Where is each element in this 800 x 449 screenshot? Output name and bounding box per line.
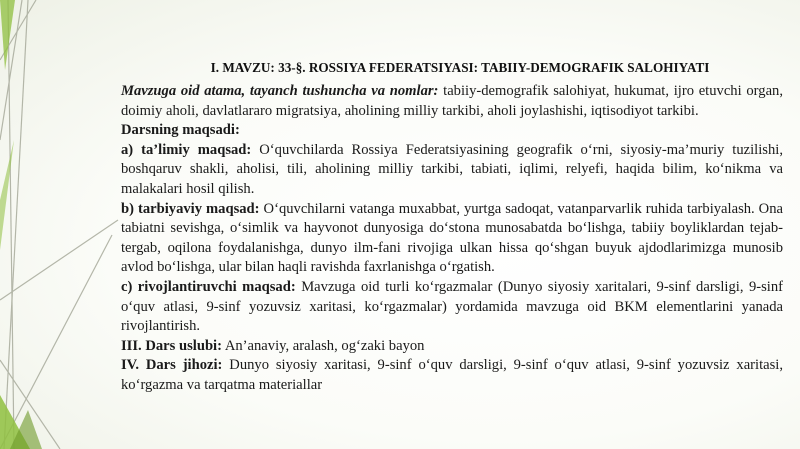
lesson-method [121,337,783,357]
terms-paragraph [121,82,783,121]
goal-educational-label: a) ta’limiy maqsad: [121,141,252,158]
lesson-method-text: An’anaviy, aralash, og‘zaki bayon [221,337,425,354]
lesson-equipment-label: IV. Dars jihozi: [121,357,223,374]
goals-heading: Darsning maqsadi: [121,122,240,139]
lesson-plan-body [121,82,783,396]
goal-educational [121,141,783,200]
terms-text: tabiiy-demografik salohiyat, hukumat, ijro etuvchi organ, doimiy aholi, davlatlararo migratsiya, aholining milliy tarkibi, aholi joylashishi, iqtisodiyot tarkibi. [121,83,783,119]
goal-upbringing-text: O‘quvchilarni vatanga muxabbat, yurtga sadoqat, vatanparvarlik ruhida tarbiyalash. Ona tabiatni sevishga, o‘simlik va hayvonot dunyosiga do‘stona munosabatda bo‘lishga, tabiiy boyliklardan tejab-tergab, oqilona foydalanishga, dunyo ilm-fani rivojiga ulkan hissa qo‘shgan buyuk ajdodlarimizga munosib avlod bo‘lishga, ular bilan haqli ravishda faxrlanishga o‘rgatish. [121,200,783,276]
terms-label: Mavzuga oid atama, tayanch tushuncha va nomlar: [121,83,439,99]
goal-upbringing [121,200,783,278]
decorative-corner-lines [0,0,120,449]
goal-upbringing-label: b) tarbiyaviy maqsad: [121,200,260,217]
goal-developmental-text: Mavzuga oid turli ko‘rgazmalar (Dunyo siyosiy xaritalari, 9-sinf darsligi, 9-sinf o‘quv atlasi, 9-sinf yozuvsiz xaritasi, ko‘rgazmalar) yordamida mavzuga oid BKM elementlarini yanada rivojlantirish. [121,278,783,335]
lesson-equipment [121,356,783,395]
goal-developmental-label: c) rivojlantiruvchi maqsad: [121,278,296,295]
goal-developmental [121,278,783,337]
lesson-method-label: III. Dars uslubi: [121,337,222,354]
page-title: I. MAVZU: 33-§. ROSSIYA FEDERATSIYASI: TABIIY-DEMOGRAFIK SALOHIYATI [210,60,710,75]
decorative-gray-lines [0,0,118,449]
lesson-equipment-text: Dunyo siyosiy xaritasi, 9-sinf o‘quv darsligi, 9-sinf o‘quv atlasi, 9-sinf yozuvsiz xaritasi, ko‘rgazma va tarqatma materiallar [121,357,783,393]
goal-educational-text: O‘quvchilarda Rossiya Federatsiyasining geografik o‘rni, siyosiy-ma’muriy tuzilishi, boshqaruv shakli, aholisi, tili, aholining milliy tarkibi, tabiati, iqlimi, relyefi, haqida bilim, ko‘nikma va malakalari hosil qilish. [121,141,783,197]
